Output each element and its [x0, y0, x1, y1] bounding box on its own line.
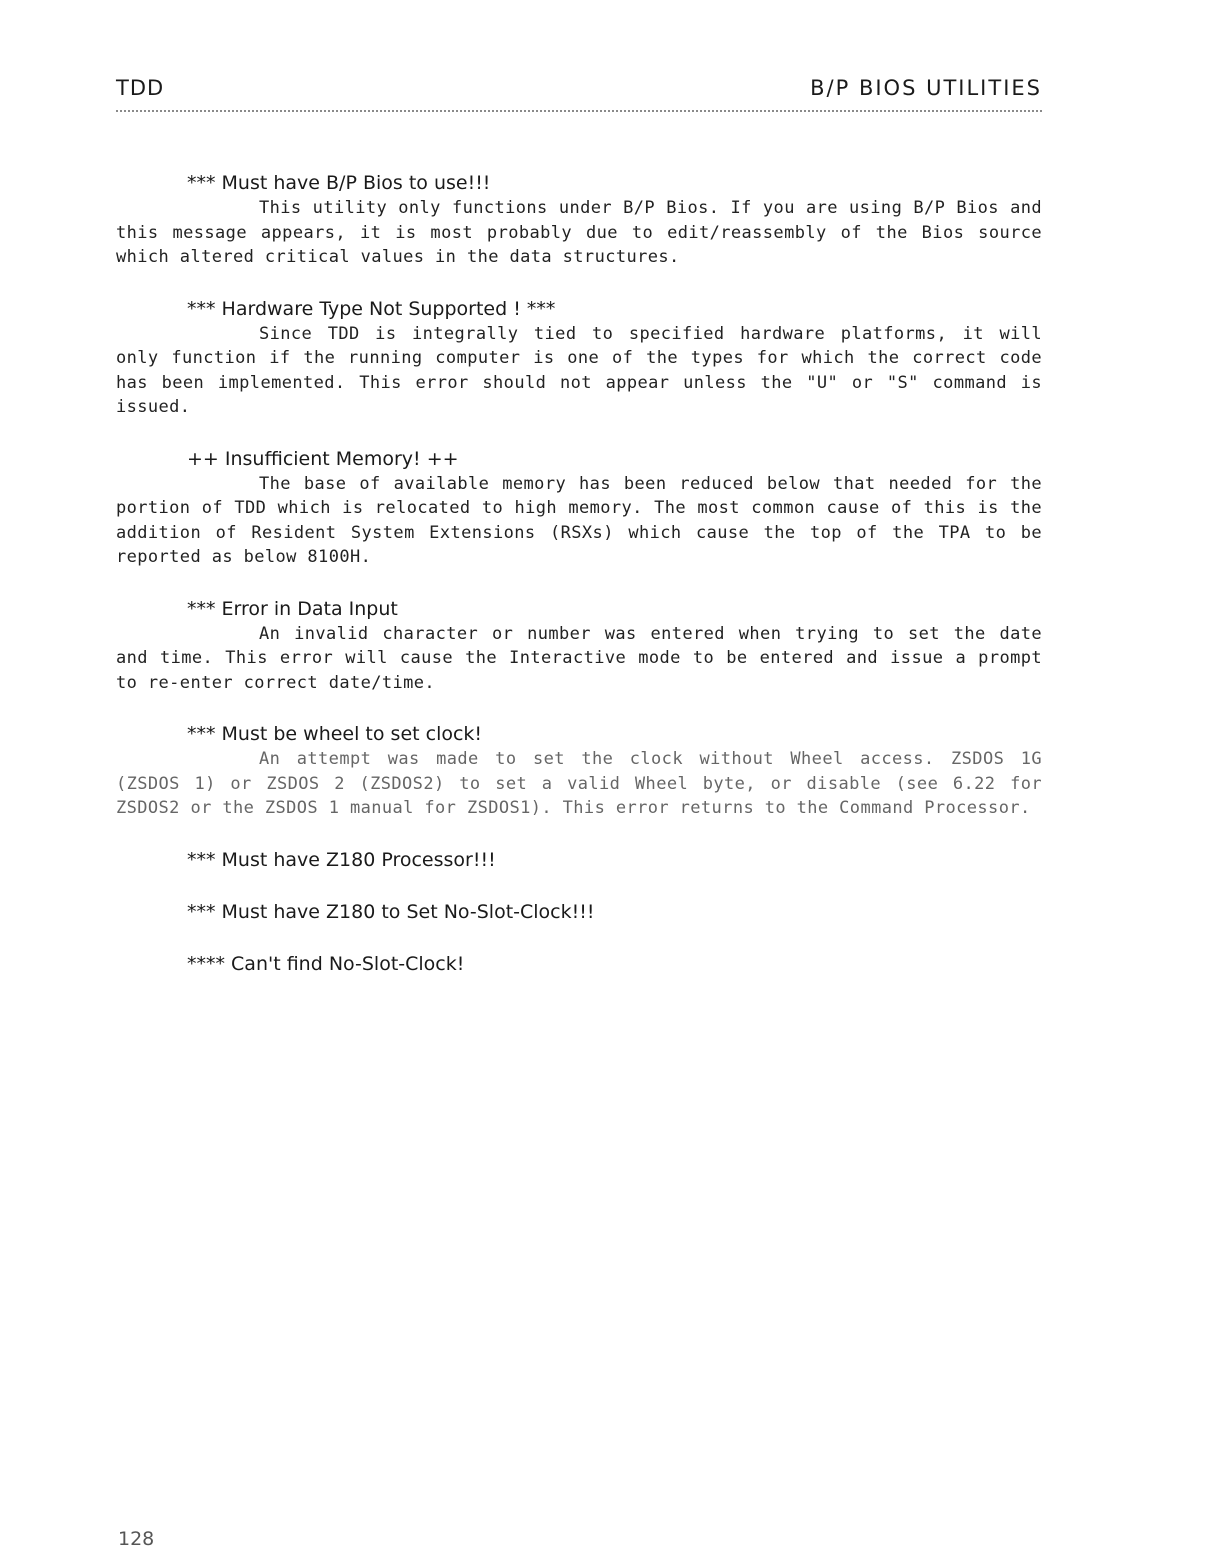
error-title: *** Error in Data Input	[187, 597, 398, 620]
error-title: ++ Insufficient Memory! ++	[187, 447, 459, 470]
error-entry	[116, 951, 1042, 977]
error-title: *** Hardware Type Not Supported ! ***	[187, 297, 556, 320]
header-rule	[116, 110, 1042, 112]
error-messages-list	[116, 170, 1042, 1003]
error-description: This utility only functions under B/P Bios. If you are using B/P Bios and this message appears, it is most probably due to edit/reassembly of the Bios source which altered critical values in the data structures.	[116, 198, 1042, 267]
error-description: Since TDD is integrally tied to specified hardware platforms, it will only function if the running computer is one of the types for which the correct code has been implemented. This error should not appear unless the "U" or "S" command is issued.	[116, 323, 1042, 417]
error-title: *** Must have B/P Bios to use!!!	[187, 172, 491, 194]
error-entry	[116, 170, 1042, 270]
error-description: An invalid character or number was entered when trying to set the date and time. This error will cause the Interactive mode to be entered and issue a prompt to re-enter correct date/time.	[116, 623, 1042, 693]
error-entry	[116, 847, 1042, 873]
error-title: *** Must be wheel to set clock!	[187, 723, 483, 745]
error-title: *** Must have Z180 to Set No-Slot-Clock!!!	[187, 900, 595, 923]
page-number: 128	[118, 1528, 155, 1550]
error-description: An attempt was made to set the clock without Wheel access. ZSDOS 1G (ZSDOS 1) or ZSDOS 2 (ZSDOS2) to set a valid Wheel byte, or disable (see 6.22 for ZSDOS2 or the ZSDOS 1 manual for ZSDOS1). This error returns to the Command Processor.	[116, 749, 1042, 818]
error-title: *** Must have Z180 Processor!!!	[187, 848, 496, 871]
error-entry	[116, 446, 1042, 570]
header-left-title: TDD	[116, 76, 165, 100]
error-entry	[116, 596, 1042, 696]
header-right-title: B/P BIOS UTILITIES	[810, 76, 1042, 100]
error-entry	[116, 721, 1042, 821]
error-description: The base of available memory has been reduced below that needed for the portion of TDD which is relocated to high memory. The most common cause of this is the addition of Resident System Extensions (RSXs) which cause the top of the TPA to be reported as below 8100H.	[116, 473, 1042, 567]
error-title: **** Can't find No-Slot-Clock!	[187, 952, 465, 975]
error-entry	[116, 899, 1042, 925]
error-entry	[116, 296, 1042, 420]
